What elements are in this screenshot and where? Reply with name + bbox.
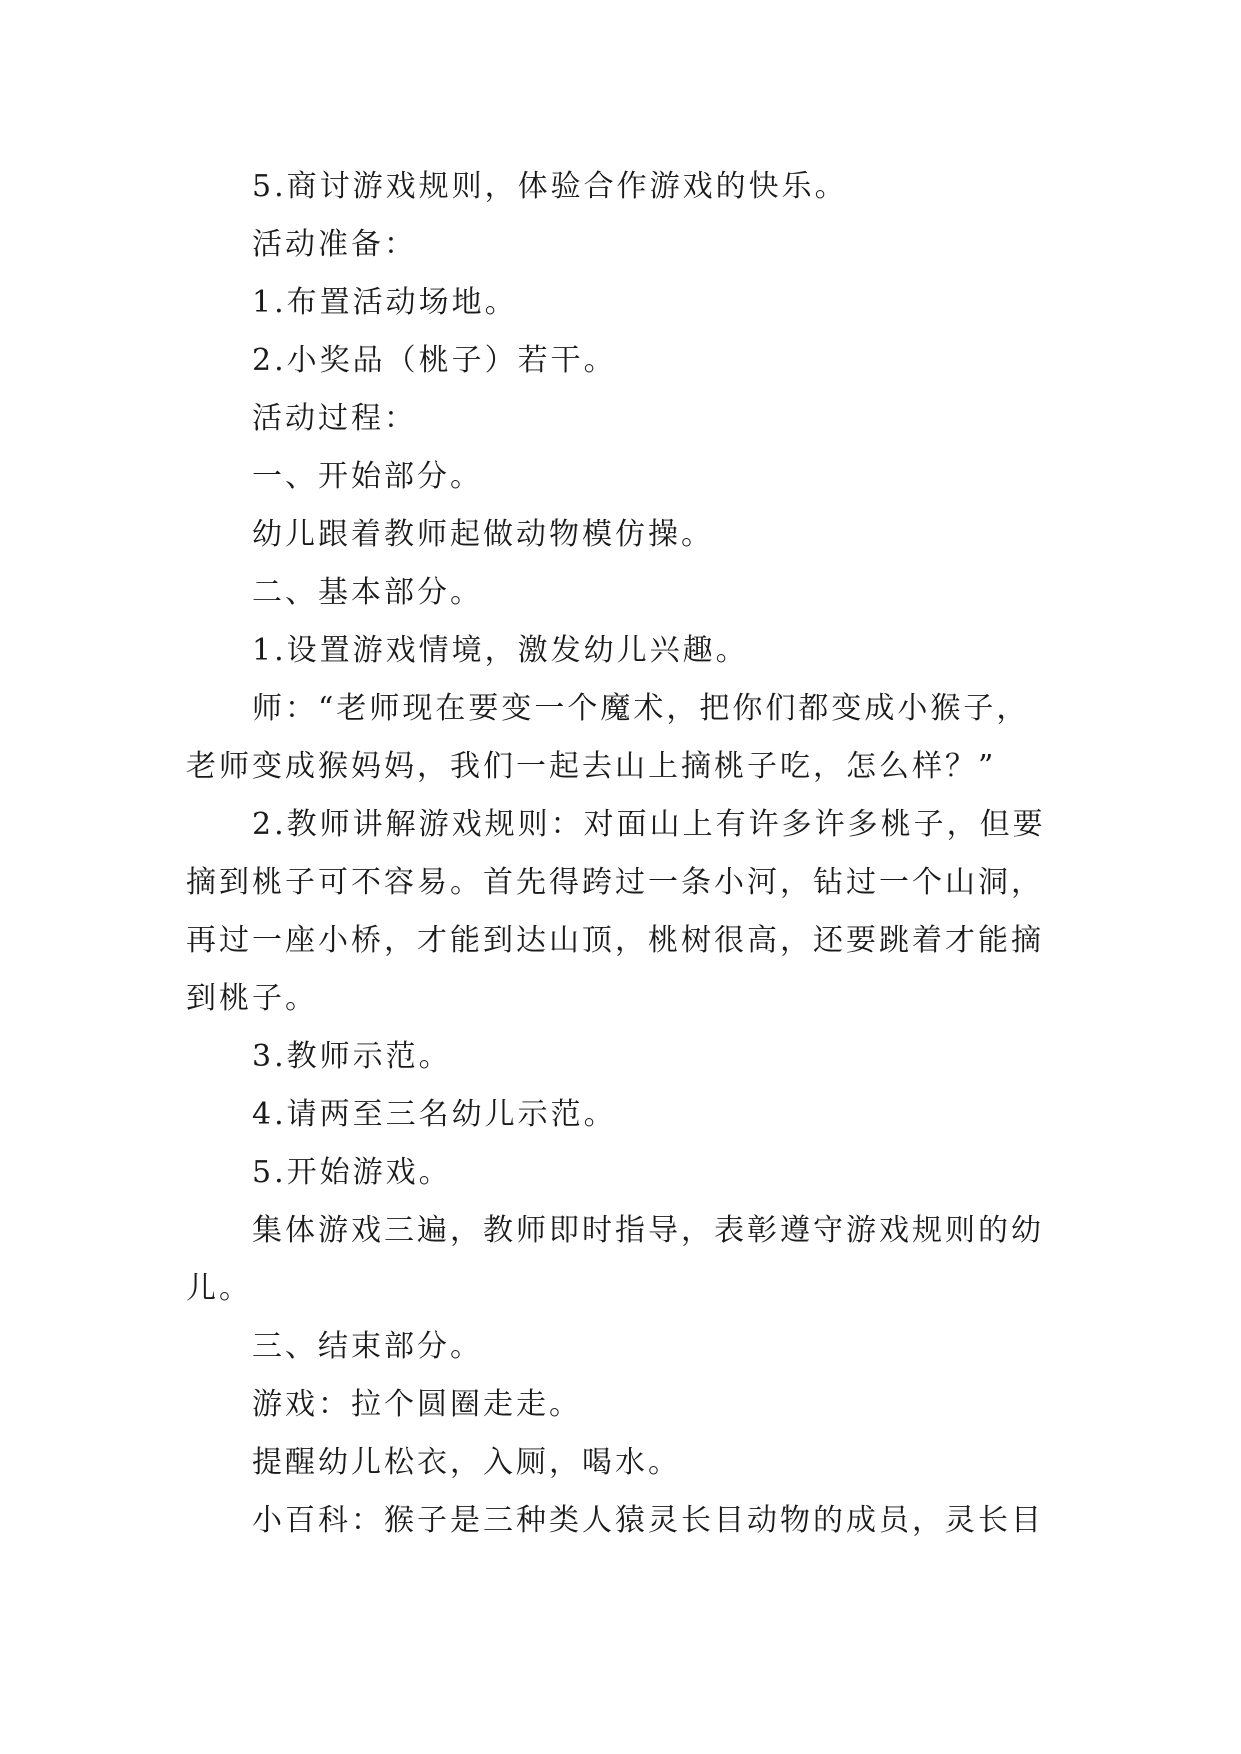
paragraph-line: 再过一座小桥，才能到达山顶，桃树很高，还要跳着才能摘 <box>186 923 1044 958</box>
paragraph-line: 2.教师讲解游戏规则：对面山上有许多许多桃子，但要 <box>252 807 1046 842</box>
paragraph-line: 提醒幼儿松衣，入厕，喝水。 <box>252 1445 681 1480</box>
paragraph-line: 摘到桃子可不容易。首先得跨过一条小河，钻过一个山洞， <box>186 865 1044 900</box>
section-heading: 活动准备： <box>252 227 417 262</box>
paragraph-line: 幼儿跟着教师起做动物模仿操。 <box>252 517 714 552</box>
paragraph-line: 4.请两至三名幼儿示范。 <box>252 1097 617 1132</box>
section-heading: 三、结束部分。 <box>252 1329 483 1364</box>
paragraph-line: 到桃子。 <box>186 981 318 1016</box>
paragraph-line: 小百科：猴子是三种类人猿灵长目动物的成员，灵长目 <box>252 1503 1044 1538</box>
section-heading: 一、开始部分。 <box>252 459 483 494</box>
paragraph-line: 3.教师示范。 <box>252 1039 452 1074</box>
paragraph-line: 儿。 <box>186 1271 252 1306</box>
paragraph-line: 老师变成猴妈妈，我们一起去山上摘桃子吃，怎么样？” <box>186 749 997 784</box>
section-heading: 二、基本部分。 <box>252 575 483 610</box>
paragraph-line: 集体游戏三遍，教师即时指导，表彰遵守游戏规则的幼 <box>252 1213 1044 1248</box>
paragraph-line: 1.布置活动场地。 <box>252 285 518 320</box>
paragraph-line: 5.开始游戏。 <box>252 1155 452 1190</box>
paragraph-line: 5.商讨游戏规则，体验合作游戏的快乐。 <box>252 169 848 204</box>
paragraph-line: 游戏：拉个圆圈走走。 <box>252 1387 582 1422</box>
paragraph-line: 师：“老师现在要变一个魔术，把你们都变成小猴子， <box>252 691 1030 726</box>
paragraph-line: 1.设置游戏情境，激发幼儿兴趣。 <box>252 633 749 668</box>
paragraph-line: 2.小奖品（桃子）若干。 <box>252 343 617 378</box>
section-heading: 活动过程： <box>252 401 417 436</box>
